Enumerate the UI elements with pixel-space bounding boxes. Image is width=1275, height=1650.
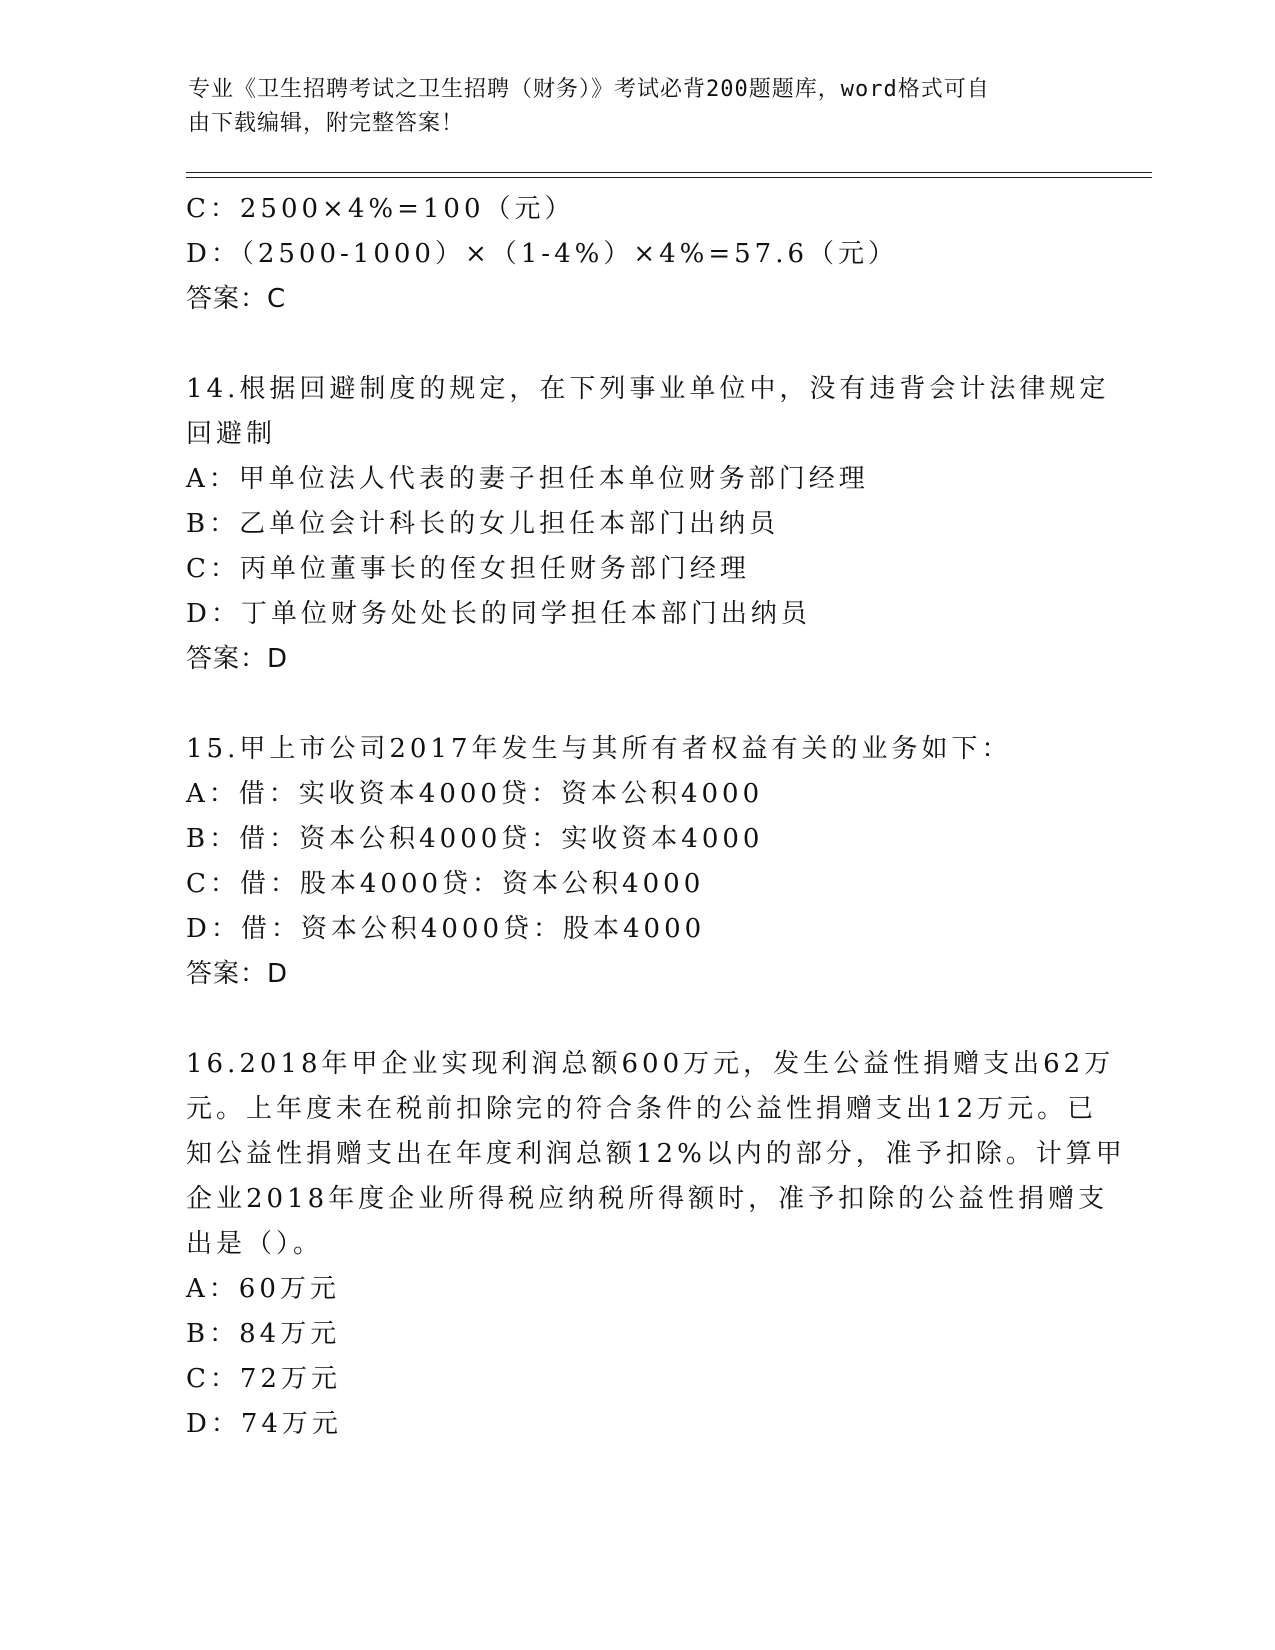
q16-stem-line-4: 企业2018年度企业所得税应纳税所得额时，准予扣除的公益性捐赠支 (186, 1184, 1109, 1214)
q16-stem-line-1: 16.2018年甲企业实现利润总额600万元，发生公益性捐赠支出62万 (186, 1049, 1115, 1079)
q14-option-d: D：丁单位财务处处长的同学担任本部门出纳员 (186, 599, 811, 629)
prev-answer: 答案：C (186, 284, 287, 314)
q15-option-b: B：借：资本公积4000贷：实收资本4000 (186, 824, 764, 854)
q15-option-a: A：借：实收资本4000贷：资本公积4000 (186, 779, 764, 809)
q14-option-a: A：甲单位法人代表的妻子担任本单位财务部门经理 (186, 464, 869, 494)
q14-option-b: B：乙单位会计科长的女儿担任本部门出纳员 (186, 509, 780, 539)
header-rule-top (186, 172, 1152, 173)
header-title-line-2: 由下载编辑，附完整答案！ (188, 111, 465, 136)
q16-stem-line-2: 元。上年度未在税前扣除完的符合条件的公益性捐赠支出12万元。已 (186, 1094, 1098, 1124)
prev-option-d: D：（2500-1000）×（1-4%）×4%=57.6（元） (186, 239, 899, 269)
q14-answer: 答案：D (186, 644, 289, 674)
q16-option-c: C：72万元 (186, 1364, 341, 1394)
q15-option-d: D：借：资本公积4000贷：股本4000 (186, 914, 706, 944)
q16-option-b: B：84万元 (186, 1319, 341, 1349)
q15-stem-line-1: 15.甲上市公司2017年发生与其所有者权益有关的业务如下： (186, 734, 1012, 764)
q14-option-c: C：丙单位董事长的侄女担任财务部门经理 (186, 554, 750, 584)
header-title-line-1: 专业《卫生招聘考试之卫生招聘（财务）》考试必背200题题库，word格式可自 (188, 77, 990, 102)
q15-answer: 答案：D (186, 959, 289, 989)
q14-stem-line-2: 回避制 (186, 419, 277, 449)
q16-option-d: D：74万元 (186, 1409, 342, 1439)
q16-stem-line-3: 知公益性捐赠支出在年度利润总额12%以内的部分，准予扣除。计算甲 (186, 1139, 1126, 1169)
header-rule-bottom (186, 177, 1152, 178)
q14-stem-line-1: 14.根据回避制度的规定，在下列事业单位中，没有违背会计法律规定 (186, 374, 1110, 404)
q16-option-a: A：60万元 (186, 1274, 340, 1304)
q16-stem-line-5: 出是（）。 (186, 1229, 324, 1259)
prev-option-c: C：2500×4%=100（元） (186, 194, 575, 224)
q15-option-c: C：借：股本4000贷：资本公积4000 (186, 869, 705, 899)
